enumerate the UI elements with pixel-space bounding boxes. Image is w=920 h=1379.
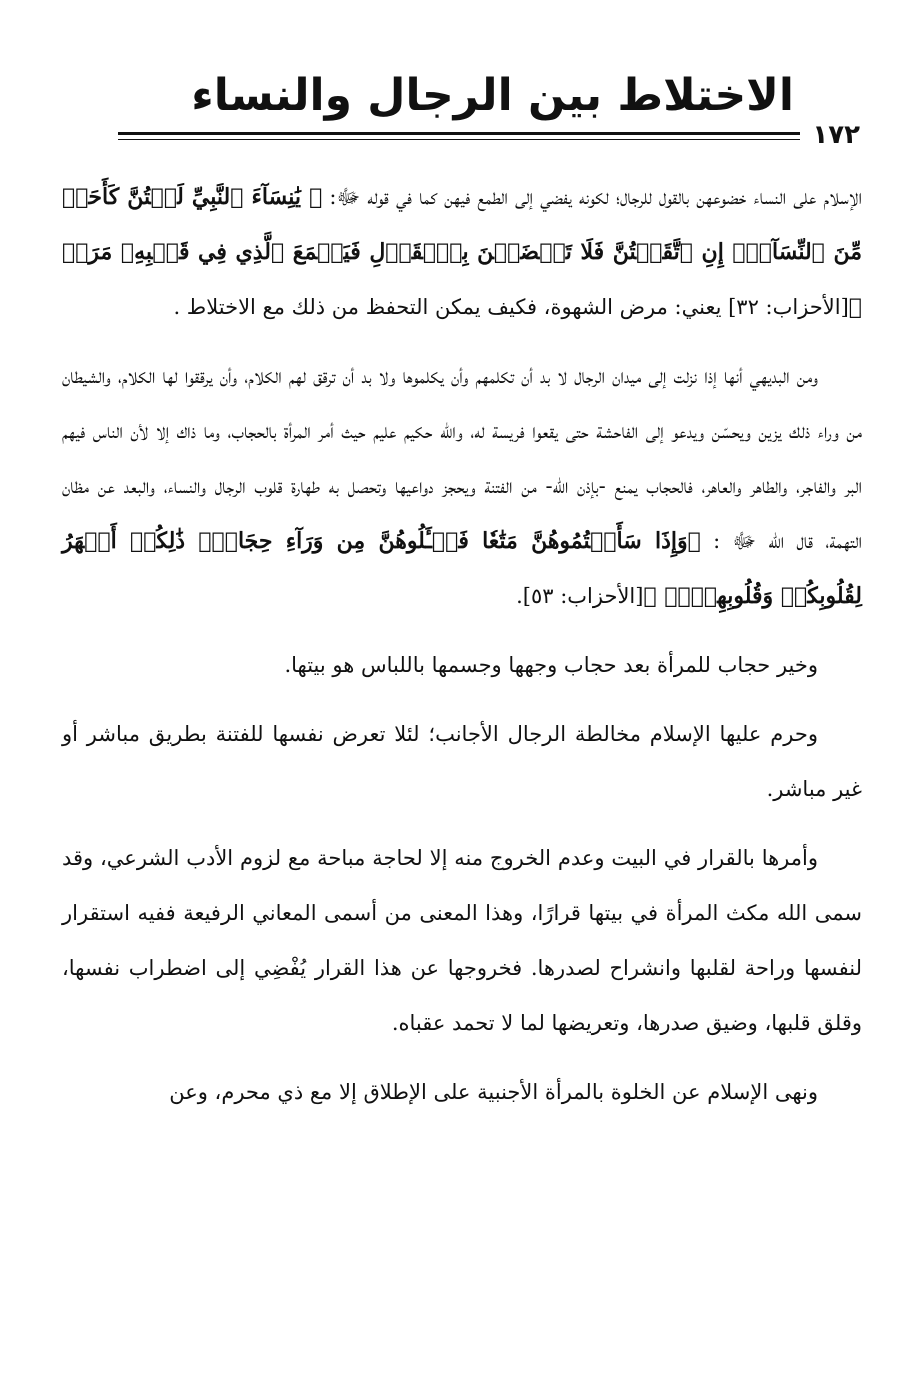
paragraph: وحرم عليها الإسلام مخالطة الرجال الأجانب؛ لئلا تعرض نفسها للفتنة بطريق مباشر أو غير مباشر. bbox=[62, 722, 862, 801]
running-title: الاختلاط بين الرجال والنساء bbox=[191, 70, 794, 121]
paragraph bbox=[62, 170, 862, 335]
paragraph: وخير حجاب للمرأة بعد حجاب وجهها وجسمها باللباس هو بيتها. bbox=[284, 653, 818, 677]
header-rule bbox=[118, 132, 800, 135]
page-header bbox=[118, 66, 800, 130]
paragraph: وأمرها بالقرار في البيت وعدم الخروج منه إلا لحاجة مباحة مع لزوم الأدب الشرعي، وقد سمى الله مكث المرأة في بيتها قرارًا، وهذا المعنى من أسمى المعاني الرفيعة ففيه استقرار لنفسها وراحة لقلبها وانشراح لصدرها. فخروجها عن هذا القرار يُفْضِي إلى اضطراب نفسها، وقلق قلبها، وضيق صدرها، وتعريضها لما لا تحمد عقباه. bbox=[62, 846, 862, 1035]
paragraph-text: ومن البديهي أنها إذا نزلت إلى ميدان الرجال لا بد أن تكلمهم وأن يكلموها ولا بد أن ترقق لهم الكلام، وأن يرققوا لها الكلام، والشيطان من وراء ذلك يزين ويحسّن ويدعو إلى الفاحشة حتى يقعوا فريسة له، والله حكيم عليم حيث أمر المرأة بالحجاب، وما ذاك إلا لأن الناس فيهم البر والفاجر، والطاهر والعاهر، فالحجاب يمنع -بإذن الله- من الفتنة ويحجز دواعيها وتحصل به طهارة قلوب الرجال والنساء، والبعد عن مظان التهمة، قال الله ﷻ : bbox=[62, 364, 862, 553]
verse-reference: [الأحزاب: ٥٣]. bbox=[516, 584, 644, 608]
paragraph: ونهى الإسلام عن الخلوة بالمرأة الأجنبية على الإطلاق إلا مع ذي محرم، وعن bbox=[169, 1080, 818, 1104]
body-text bbox=[62, 170, 862, 1134]
paragraph bbox=[62, 349, 862, 624]
quran-verse: ﴿وَإِذَا سَأَلۡتُمُوهُنَّ مَتَٰعٗا فَسۡـَٔلُوهُنَّ مِن وَرَآءِ حِجَابٖۚ ذَٰلِكُمۡ أَطۡهَرُ لِقُلُوبِكُمۡ وَقُلُوبِهِنَّۚ ﴾ bbox=[62, 528, 862, 609]
verse-reference: [الأحزاب: ٣٢] يعني: مرض الشهوة، فكيف يمكن التحفظ من ذلك مع الاختلاط . bbox=[173, 295, 849, 319]
quran-verse: ﴿ يَٰنِسَآءَ ٱلنَّبِيِّ لَسۡتُنَّ كَأَحَدٖ مِّنَ ٱلنِّسَآءِۚ إِنِ ٱتَّقَيۡتُنَّ فَلَا تَخۡضَعۡنَ بِٱلۡقَوۡلِ فَيَطۡمَعَ ٱلَّذِي فِي قَلۡبِهِۦ مَرَضٞ ﴾ bbox=[62, 184, 862, 320]
paragraph-text: الإسلام على النساء خضوعهن بالقول للرجال؛ لكونه يفضي إلى الطمع فيهن كما في قوله ﷻ: bbox=[322, 185, 863, 209]
header-rule-thin bbox=[118, 139, 800, 140]
page-number: ١٧٢ bbox=[812, 120, 860, 150]
